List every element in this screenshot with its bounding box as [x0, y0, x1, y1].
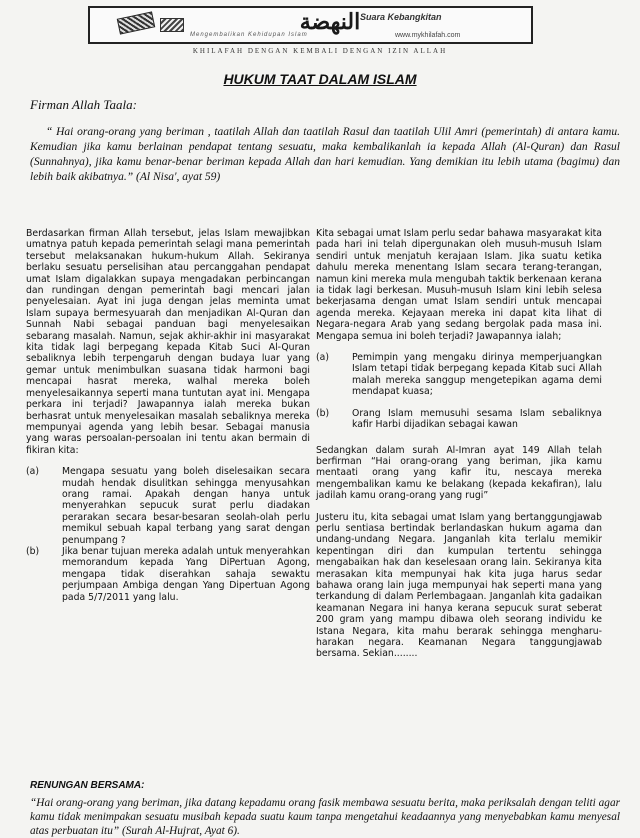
list-item-text: Jika benar tujuan mereka adalah untuk menyerahkan memorandum kepada Yang DiPertuan Agong, mengapa tidak diserahkan sahaja sewaktu perjumpaan Ambiga dengan Yang Dipertuan Agong pada 5/7/2011 yang lalu.: [62, 545, 310, 603]
masthead-banner: [88, 6, 533, 44]
list-item-label: (b): [26, 545, 40, 557]
right-paragraph-2: Sedangkan dalam surah Al-Imran ayat 149 Allah telah berfirman “Hai orang-orang yang beriman, jika kamu mentaati orang yang kafir itu, nescaya mereka mengembalikan kamu ke belakang (kepada kekafiran), lalu jadilah kamu orang-orang yang rugi”: [316, 444, 602, 502]
arabic-logo: النهضة: [299, 9, 361, 35]
list-item-label: (a): [316, 352, 329, 364]
list-item: [316, 408, 602, 431]
list-item-text: Mengapa sesuatu yang boleh diselesaikan secara mudah hendak disulitkan sehingga menyusahkan orang ramai. Apakah dengan hanya untuk menyerahkan sepucuk surat perlu diadakan perarakan secara besar-besaran seolah-olah perlu memikul sebuah kapal terbang yang sarat dengan penumpang ?: [62, 466, 310, 546]
closing-quote: “Hai orang-orang yang beriman, jika datang kepadamu orang fasik membawa sesuatu berita, maka periksalah dengan teliti agar kamu tidak menimpakan sesuatu musibah kepada suatu kaum tanpa mengetahui keadaannya yang menyebabkan kamu menyesal atas perbuatan itu” (Surah Al-Hujrat, Ayat 6).: [30, 797, 620, 837]
left-column: [26, 228, 310, 603]
list-item: [26, 546, 310, 603]
article-title: HUKUM TAAT DALAM ISLAM: [223, 71, 417, 87]
masthead-tagline: Suara Kebangkitan: [360, 12, 442, 22]
renungan-heading: RENUNGAN BERSAMA:: [30, 780, 145, 791]
opening-quote: “ Hai orang-orang yang beriman , taatilah Allah dan taatilah Rasul dan taatilah Ulil Amri (pemerintah) di antara kamu. Kemudian jika kamu berlainan pendapat tentang sesuatu, maka kembalikanlah ia kepada Allah (Al-Quran) dan Rasul (Sunnahnya), jika kamu benar-benar beriman kepada Allah dan hari kemudian. Yang demikian itu lebih utama (bagimu) dan lebih baik akibatnya.” (Al Nisa', ayat 59): [30, 126, 620, 183]
list-item-label: (a): [26, 466, 39, 478]
right-paragraph-3: Justeru itu, kita sebagai umat Islam yang bertanggungjawab perlu sentiasa bertindak berlandaskan hukum agama dan undang-undang Negara. Janganlah kita terlalu memikir kepentingan diri dan kumpulan tertentu sehingga mengabaikan hak dan keselesaan orang lain. Sekiranya kita merasakan kita mempunyai hak kita juga harus sedar bahawa orang lain juga mempunyai hak seperti mana yang terkandung di dalam Perlembagaan. Janganlah kita gadaikan keamanan Negara ini hanya kerana sepucuk surat seberat 200 gram yang mampu dibawa oleh seorang individu ke Istana Negara, kita mahu berarak sehingga mengharu-harakan negara. Keamanan Negara tanggungjawab bersama. Sekian........: [316, 511, 602, 660]
masthead-subline: Mengembalikan Kehidupan Islam: [190, 32, 308, 38]
right-column: [316, 228, 602, 660]
right-paragraph: Kita sebagai umat Islam perlu sedar bahawa masyarakat kita pada hari ini telah dipergunakan oleh musuh-musuh Islam sendiri untuk menjatuh kerajaan Islam. Jika suatu ketika dahulu mereka menentang Islam secara terang-terangan, namun kini mereka mula mengubah taktik berkenaan kerana ia tidak lagi berkesan. Musuh-musuh Islam kini lebih selesa bekerjasama dengan umat Islam sendiri untuk mencapai agenda mereka. Kejayaan mereka ini dapat kita lihat di Negara-negara Arab yang sedang bergolak pada masa ini. Mengapa semua ini boleh terjadi? Jawapannya ialah;: [316, 228, 602, 342]
left-paragraph: Berdasarkan firman Allah tersebut, jelas Islam mewajibkan umatnya patuh kepada pemerintah selagi mana pemerintah tersebut melaksanakan hukum-hukum Allah. Sekiranya berlaku sesuatu perselisihan atau percanggahan pendapat umat Islam digalakkan supaya mengadakan perbincangan dan rundingan dengan pemerintah bagi mencari jalan penyelesaian. Ayat ini juga dengan jelas meminta umat Islam supaya bermesyuarah dan menjadikan Al-Quran dan Sunnah Nabi sebagai panduan bagi menyelesaikan sebarang masalah. Namun, sejak akhir-akhir ini masyarakat kita tidak lagi berpegang kepada Kitab Suci Al-Quran sebaliknya lebih terpengaruh dengan budaya luar yang gemar untuk menimbulkan suasana tidak harmoni bagi mencapai hasrat mereka, walhal mereka boleh menyelesaikannya seperti mana tuntutan ayat ini. Mengapa perkara ini terjadi? Jawapannya ialah mereka bukan berhasrat untuk menyelesaikan masalah sebaliknya mereka mempunyai agenda yang lebih besar. Sebagai manusia yang waras persoalan-persoalan ini tentu akan bermain di fikiran kita:: [26, 228, 310, 456]
firman-label: Firman Allah Taala:: [30, 97, 137, 112]
masthead-url: www.mykhilafah.com: [395, 32, 461, 39]
list-item-text: Pemimpin yang mengaku dirinya memperjuangkan Islam tetapi tidak berpegang kepada Kitab suci Allah malah mereka sanggup mengetepikan agama demi mendapat kuasa;: [352, 352, 602, 398]
emblem-logo-icon: [117, 11, 156, 34]
list-item-text: Orang Islam memusuhi sesama Islam sebaliknya kafir Harbi dijadikan sebagai kawan: [352, 407, 602, 431]
list-item: [26, 466, 310, 546]
list-item-label: (b): [316, 407, 330, 419]
emblem-small-icon: [160, 18, 184, 32]
list-item: [316, 352, 602, 398]
masthead-motto: KHILAFAH DENGAN KEMBALI DENGAN IZIN ALLAH: [192, 47, 448, 55]
